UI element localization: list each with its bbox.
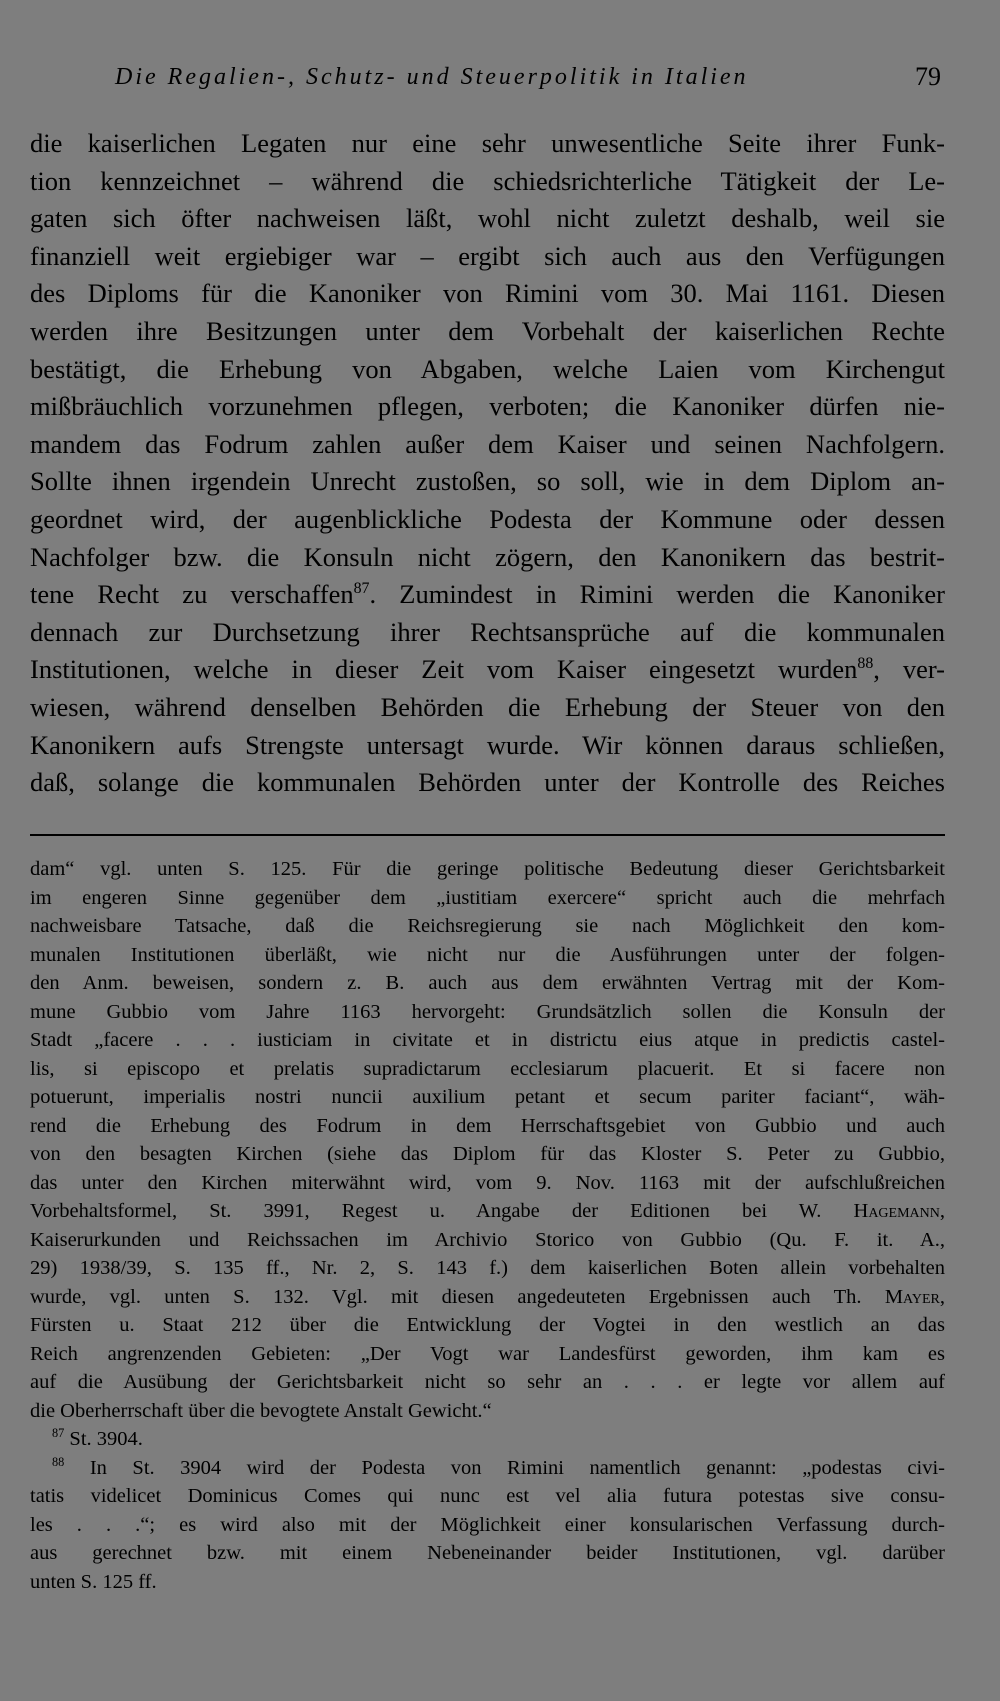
text-line: die kaiserlichen Legaten nur eine sehr unwesentliche Seite ihrer Funk- <box>30 128 945 158</box>
footnote-line: Vorbehaltsformel, St. 3991, Regest u. Angabe der Editionen bei W. Hagemann, <box>30 1200 945 1222</box>
text-segment: tene Recht zu verschaffen <box>30 579 354 610</box>
footnote-line: Fürsten u. Staat 212 über die Entwicklung der Vogtei in den westlich an das <box>30 1314 945 1336</box>
footnote-line: wurde, vgl. unten S. 132. Vgl. mit diesen angedeuteten Ergebnissen auch Th. Mayer, <box>30 1285 946 1308</box>
author-name: Mayer <box>884 1285 940 1308</box>
footnote-number: 88 <box>52 1454 65 1469</box>
text-line: mandem das Fodrum zahlen außer dem Kaiser und seinen Nachfolgern. <box>30 428 945 459</box>
footnote-line: von den besagten Kirchen (siehe das Diplom für das Kloster S. Peter zu Gubbio, <box>30 1143 945 1165</box>
text-line: finanziell weit ergiebiger war – ergibt sich auch aus den Verfügungen <box>30 240 945 271</box>
text-line: werden ihre Besitzungen unter dem Vorbehalt der kaiserlichen Rechte <box>30 315 945 346</box>
footnote-divider <box>30 834 945 836</box>
footnote-line: munalen Institutionen überläßt, wie nicht nur die Ausführungen unter der folgen- <box>30 943 945 966</box>
footnote-ref-87[interactable]: 87 <box>353 580 370 598</box>
footnote-line: nachweisbare Tatsache, daß die Reichsregierung sie nach Möglichkeit den kom- <box>30 915 945 937</box>
text-segment: , ver- <box>873 654 945 685</box>
text-segment: Institutionen, welche in dieser Zeit vom Kaiser eingesetzt wurden <box>30 654 858 685</box>
footnote-line: potuerunt, imperialis nostri nuncii auxilium petant et secum pariter faciant“, wäh- <box>30 1086 945 1108</box>
text-line: daß, solange die kommunalen Behörden unter der Kontrolle des Reiches <box>30 767 945 798</box>
main-text <box>30 125 945 802</box>
text-line: mißbräuchlich vorzunehmen pflegen, verboten; die Kanoniker dürfen nie- <box>30 391 945 422</box>
footnote-line: unten S. 125 ff. <box>30 1570 157 1593</box>
text-segment: wurde, vgl. unten S. 132. Vgl. mit diesen angedeuteten Ergebnissen auch Th. <box>30 1285 862 1308</box>
footnote-line: aus gerechnet bzw. mit einem Nebeneinander beider Institutionen, vgl. darüber <box>30 1542 945 1564</box>
footnote-line: den Anm. beweisen, sondern z. B. auch aus dem erwähnten Vertrag mit der Kom- <box>30 972 945 994</box>
footnote-line: les . . .“; es wird also mit der Möglichkeit einer konsularischen Verfassung durch- <box>30 1513 945 1536</box>
footnote-88 <box>30 1454 945 1483</box>
footnote-line: das unter den Kirchen miterwähnt wird, vom 9. Nov. 1163 mit der aufschlußreichen <box>30 1171 945 1194</box>
footnote-line: im engeren Sinne gegenüber dem „iustitiam exercere“ spricht auch die mehrfach <box>30 886 945 909</box>
text-line: Kanonikern aufs Strengste untersagt wurde. Wir können daraus schließen, <box>30 729 945 760</box>
footnote-87 <box>30 1425 945 1454</box>
text-line: gaten sich öfter nachweisen läßt, wohl nicht zuletzt deshalb, weil sie <box>30 203 945 234</box>
text-line: Nachfolger bzw. die Konsuln nicht zögern, den Kanonikern das bestrit- <box>30 541 945 572</box>
text-line: bestätigt, die Erhebung von Abgaben, welche Laien vom Kirchengut <box>30 353 945 384</box>
text-line: dennach zur Durchsetzung ihrer Rechtsansprüche auf die kommunalen <box>30 616 945 647</box>
text-line: tion kennzeichnet – während die schiedsrichterliche Tätigkeit der Le- <box>30 165 945 196</box>
text-line <box>30 576 945 614</box>
text-line: wiesen, während denselben Behörden die Erhebung der Steuer von den <box>30 691 945 722</box>
footnote-line: lis, si episcopo et prelatis supradictarum ecclesiarum placuerit. Et si facere non <box>30 1057 945 1080</box>
footnote-line: tatis videlicet Dominicus Comes qui nunc est vel alia futura potestas sive consu- <box>30 1485 945 1507</box>
text-segment: . Zumindest in Rimini werden die Kanoniker <box>369 579 945 610</box>
author-name: Hagemann <box>853 1200 940 1222</box>
footnote-line: Reich angrenzenden Gebieten: „Der Vogt war Landesfürst geworden, ihm kam es <box>30 1342 945 1365</box>
footnotes <box>30 855 945 1596</box>
page-number: 79 <box>915 62 941 91</box>
footnote-number: 87 <box>52 1426 65 1441</box>
footnote-line: rend die Erhebung des Fodrum in dem Herrschaftsgebiet von Gubbio und auch <box>30 1114 945 1137</box>
running-title: Die Regalien-, Schutz- und Steuerpolitik in Italien <box>115 64 749 90</box>
footnote-text: In St. 3904 wird der Podesta von Rimini namentlich genannt: „podestas civi- <box>64 1456 945 1479</box>
footnote-line: die Oberherrschaft über die bevogtete Anstalt Gewicht.“ <box>30 1399 492 1422</box>
footnote-line: mune Gubbio vom Jahre 1163 hervorgeht: Grundsätzlich sollen die Konsuln der <box>30 1000 945 1023</box>
footnote-ref-88[interactable]: 88 <box>857 655 874 673</box>
footnote-line: Kaiserurkunden und Reichssachen im Archivio Storico von Gubbio (Qu. F. it. A., <box>30 1228 945 1251</box>
text-line: geordnet wird, der augenblickliche Podesta der Kommune oder dessen <box>30 503 945 534</box>
footnote-text: St. 3904. <box>64 1428 143 1450</box>
footnote-line: auf die Ausübung der Gerichtsbarkeit nicht so sehr an . . . er legte vor allem auf <box>30 1371 945 1393</box>
footnote-line: Stadt „facere . . . iusticiam in civitate et in districtu eius atque in predictis castel- <box>30 1029 945 1051</box>
footnote-line: dam“ vgl. unten S. 125. Für die geringe politische Bedeutung dieser Gerichtsbarkeit <box>30 858 945 880</box>
text-line: des Diploms für die Kanoniker von Rimini vom 30. Mai 1161. Diesen <box>30 278 945 309</box>
footnote-line: 29) 1938/39, S. 135 ff., Nr. 2, S. 143 f.) dem kaiserlichen Boten allein vorbehalten <box>30 1257 945 1279</box>
text-line: Sollte ihnen irgendein Unrecht zustoßen, so soll, wie in dem Diplom an- <box>30 466 945 497</box>
text-line <box>30 651 945 689</box>
text-segment: Vorbehaltsformel, St. 3991, Regest u. Angabe der Editionen bei W. <box>30 1200 822 1222</box>
